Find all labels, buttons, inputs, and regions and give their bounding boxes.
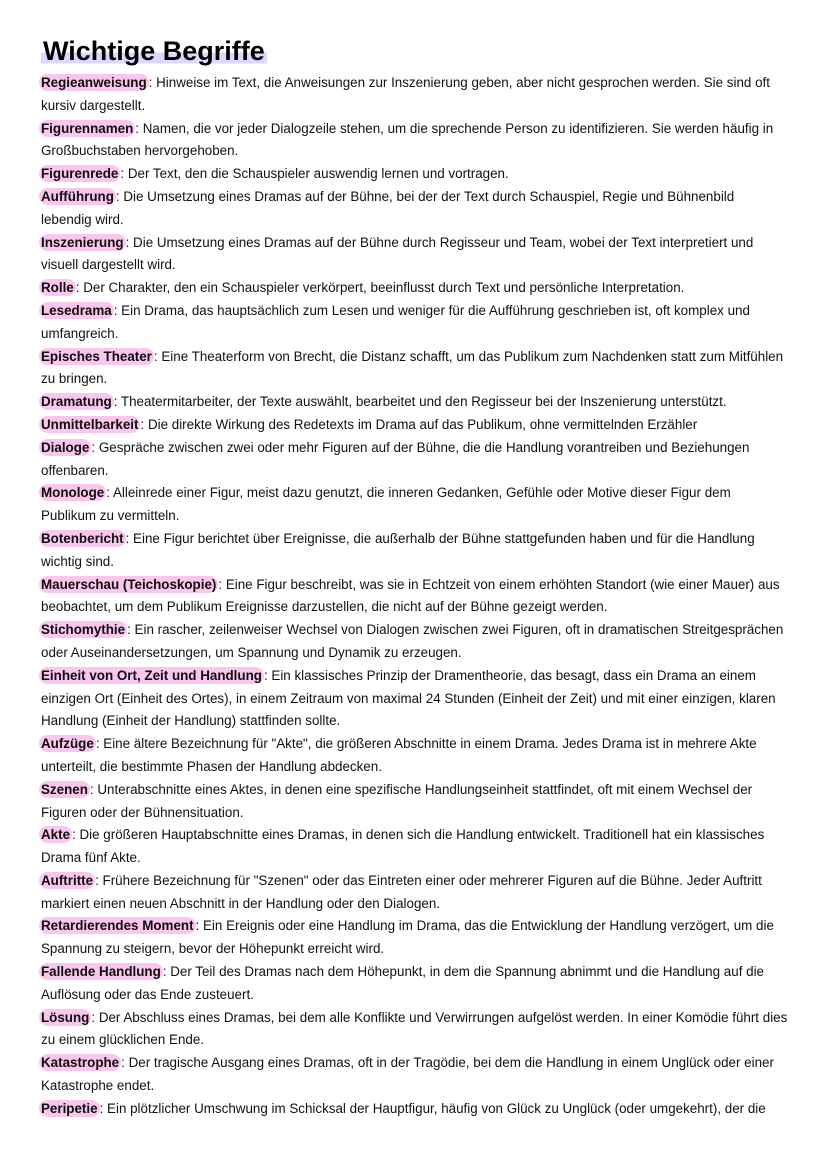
term-separator: : [95,872,103,888]
glossary-definition: Die Umsetzung eines Dramas auf der Bühne, bei der der Text durch Schauspiel, Regie und Bühnenbild lebendig wird. [41,188,735,227]
page-title [41,36,267,66]
glossary-definition: Der Text, den die Schauspieler auswendig lernen und vortragen. [127,166,509,182]
glossary-entry [41,1007,788,1053]
glossary-term: Aufzüge [41,736,94,752]
glossary-term: Stichomythie [41,622,126,638]
glossary-definition: Der Charakter, den ein Schauspieler verkörpert, beeinflusst durch Text und persönliche Interpretation. [83,280,685,296]
glossary-definition: Hinweise im Text, die Anweisungen zur Inszenierung geben, aber nicht gesprochen werden. Sie sind oft kursiv dargestellt. [41,75,770,113]
term-separator: : [113,394,121,410]
glossary-term: Retardierendes Moment [41,918,194,934]
glossary-entry [41,574,788,620]
glossary-term: Einheit von Ort, Zeit und Handlung [41,667,262,683]
term-separator: : [218,576,226,592]
term-separator: : [125,530,134,546]
glossary-definition: Alleinrede einer Figur, meist dazu genutzt, die inneren Gedanken, Gefühle oder Motive dieser Figur dem Publikum zu vermitteln. [41,485,731,524]
glossary-term: Lösung [41,1009,90,1025]
term-separator: : [162,964,171,980]
glossary-definition: Unterabschnitte eines Aktes, in denen eine spezifische Handlungseinheit stattfindet, oft mit einem Wechsel der Figuren oder der Bühnensituation. [41,781,753,820]
glossary-entry [41,300,788,346]
glossary-entry [41,779,788,825]
glossary-entry [41,414,788,437]
page-title-text: Wichtige Begriffe [43,36,265,66]
glossary-term: Unmittelbarkeit [41,416,139,432]
term-separator: : [95,736,104,752]
glossary-entry [41,346,788,392]
glossary-list [41,72,788,1121]
glossary-entry [41,391,788,414]
term-separator: : [121,1055,129,1071]
glossary-entry [41,232,788,278]
glossary-entry [41,824,788,870]
glossary-definition: Der Teil des Dramas nach dem Höhepunkt, in dem die Spannung abnimmt und die Handlung auf die Auflösung oder das Ende zusteuert. [41,964,764,1002]
term-separator: : [89,781,98,797]
term-separator: : [135,120,143,136]
term-separator: : [75,280,84,296]
glossary-definition: Theatermitarbeiter, der Texte auswählt, bearbeitet und den Regisseur bei der Inszenierung unterstützt. [120,394,727,410]
term-separator: : [99,1100,108,1116]
glossary-entry [41,1052,788,1098]
term-separator: : [127,622,135,638]
glossary-term: Inszenierung [41,234,124,250]
term-separator: : [125,234,134,250]
glossary-definition: Eine Theaterform von Brecht, die Distanz schafft, um das Publikum zum Nachdenken statt zum Mitfühlen zu bringen. [41,348,784,387]
glossary-definition: Ein Ereignis oder eine Handlung im Drama, das die Entwicklung der Handlung verzögert, um die Spannung zu steigern, bevor der Höhepunkt erreicht wird. [41,918,774,957]
glossary-entry [41,482,788,528]
glossary-entry [41,72,788,118]
glossary-term: Botenbericht [41,530,124,546]
glossary-definition: Ein rascher, zeilenweiser Wechsel von Dialogen zwischen zwei Figuren, oft in dramatischen Streitgesprächen oder Auseinandersetzungen, um Spannung und Dynamik zu erzeugen. [41,622,784,660]
glossary-term: Aufführung [41,188,114,204]
glossary-entry [41,186,788,232]
glossary-entry [41,1098,788,1121]
glossary-term: Katastrophe [41,1055,120,1071]
term-separator: : [91,1009,99,1025]
term-separator: : [140,416,148,432]
glossary-term: Dialoge [41,439,90,455]
glossary-entry [41,277,788,300]
glossary-definition: Frühere Bezeichnung für "Szenen" oder das Eintreten einer oder mehrerer Figuren auf die Bühne. Jeder Auftritt markiert einen neuen Abschnitt in der Handlung oder den Dialogen. [41,872,762,911]
glossary-entry [41,163,788,186]
term-separator: : [106,485,113,501]
term-separator: : [263,667,272,683]
glossary-definition: Eine Figur berichtet über Ereignisse, die außerhalb der Bühne stattgefunden haben und für die Handlung wichtig sind. [41,530,755,569]
glossary-term: Rolle [41,280,74,296]
term-separator: : [148,75,157,90]
term-separator: : [113,302,122,318]
glossary-entry [41,961,788,1007]
glossary-term: Peripetie [41,1100,98,1116]
term-separator: : [120,166,128,182]
glossary-term: Monologe [41,485,105,501]
glossary-term: Akte [41,827,71,843]
glossary-term: Figurennamen [41,120,134,136]
glossary-entry [41,437,788,483]
glossary-definition: Eine ältere Bezeichnung für "Akte", die größeren Abschnitte in einem Drama. Jedes Drama ist in mehrere Akte unterteilt, die bestimmte Phasen der Handlung abdecken. [41,736,757,774]
glossary-definition: Ein Drama, das hauptsächlich zum Lesen und weniger für die Aufführung geschrieben ist, oft komplex und umfangreich. [41,302,750,341]
glossary-entry [41,665,788,733]
term-separator: : [91,439,99,455]
term-separator: : [195,918,203,934]
glossary-entry [41,619,788,665]
term-separator: : [72,827,80,843]
glossary-term: Dramatung [41,394,112,410]
glossary-term: Mauerschau (Teichoskopie) [41,576,217,592]
glossary-term: Figurenrede [41,166,119,182]
glossary-definition: Eine Figur beschreibt, was sie in Echtzeit von einem erhöhten Standort (wie einer Mauer) aus beobachtet, um dem Publikum Ereignisse darzustellen, die nicht auf der Bühne gezeigt werden. [41,576,780,615]
glossary-definition: Die Umsetzung eines Dramas auf der Bühne durch Regisseur und Team, wobei der Text interpretiert und visuell dargestellt wird. [41,234,754,273]
glossary-definition: Gespräche zwischen zwei oder mehr Figuren auf der Bühne, die die Handlung vorantreiben und Beziehungen offenbaren. [41,439,750,478]
glossary-term: Regieanweisung [41,75,147,90]
glossary-definition: Die größeren Hauptabschnitte eines Dramas, in denen sich die Handlung entwickelt. Traditionell hat ein klassisches Drama fünf Akte. [41,827,765,866]
glossary-definition: Namen, die vor jeder Dialogzeile stehen, um die sprechende Person zu identifizieren. Sie werden häufig in Großbuchstaben hervorgehoben. [41,120,774,159]
glossary-term: Episches Theater [41,348,152,364]
glossary-definition: Der Abschluss eines Dramas, bei dem alle Konflikte und Verwirrungen aufgelöst werden. In einer Komödie führt dies zu einem glücklichen Ende. [41,1009,788,1048]
glossary-term: Fallende Handlung [41,964,161,980]
glossary-entry [41,915,788,961]
term-separator: : [153,348,162,364]
glossary-definition: Ein plötzlicher Umschwung im Schicksal der Hauptfigur, häufig von Glück zu Unglück (oder umgekehrt), der die [107,1100,766,1116]
glossary-definition: Ein klassisches Prinzip der Dramentheorie, das besagt, dass ein Drama an einem einzigen Ort (Einheit des Ortes), in einem Zeitraum von maximal 24 Stunden (Einheit der Zeit) und mit einer einzigen, klaren Handlung (Einheit der Handlung) stattfinden sollte. [41,667,776,729]
glossary-term: Auftritte [41,872,94,888]
glossary-term: Szenen [41,781,88,797]
glossary-term: Lesedrama [41,302,112,318]
glossary-definition: Die direkte Wirkung des Redetexts im Drama auf das Publikum, ohne vermittelnden Erzähler [147,416,698,432]
glossary-definition: Der tragische Ausgang eines Dramas, oft in der Tragödie, bei dem die Handlung in einem Unglück oder einer Katastrophe endet. [41,1055,774,1094]
glossary-entry [41,733,788,779]
glossary-entry [41,528,788,574]
glossary-entry [41,118,788,164]
glossary-entry [41,870,788,916]
term-separator: : [115,188,124,204]
